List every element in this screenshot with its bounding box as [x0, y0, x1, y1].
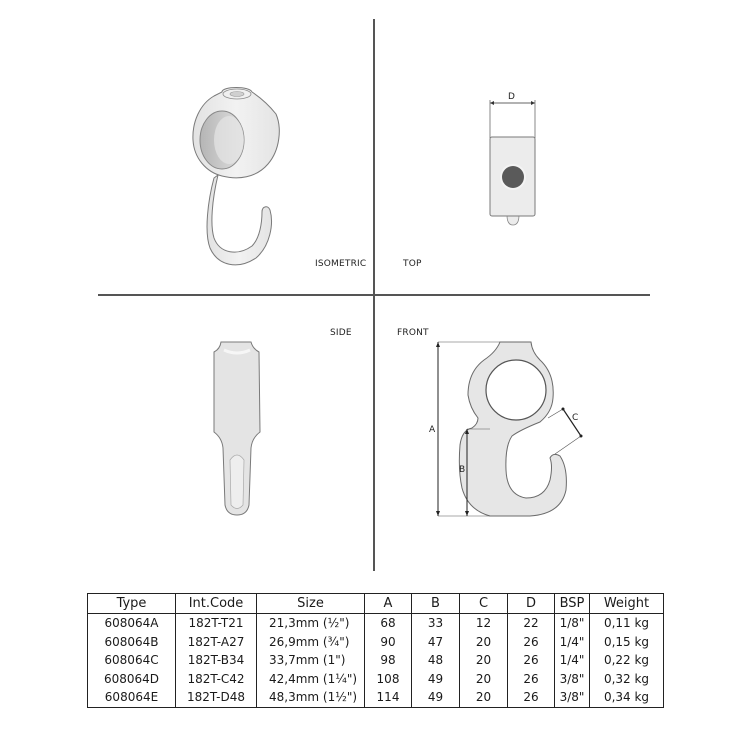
cell-type: 608064E [88, 688, 176, 707]
cell-b: 47 [412, 633, 460, 652]
header-type: Type [88, 594, 176, 614]
table-row [88, 651, 664, 670]
table-row [88, 670, 664, 689]
dimension-a-label: A [429, 425, 436, 435]
cell-type: 608064A [88, 614, 176, 633]
cell-d: 26 [508, 633, 555, 652]
cell-bsp: 1/4" [555, 651, 590, 670]
header-a: A [365, 594, 412, 614]
cell-b: 49 [412, 670, 460, 689]
cell-a: 68 [365, 614, 412, 633]
cell-a: 114 [365, 688, 412, 707]
cell-bsp: 3/8" [555, 688, 590, 707]
cell-int-code: 182T-B34 [176, 651, 257, 670]
cell-int-code: 182T-A27 [176, 633, 257, 652]
cell-c: 20 [460, 633, 508, 652]
cell-int-code: 182T-D48 [176, 688, 257, 707]
side-view-label: SIDE [330, 328, 352, 338]
cell-b: 48 [412, 651, 460, 670]
cell-weight: 0,32 kg [590, 670, 664, 689]
top-view-label: TOP [403, 259, 422, 269]
cell-d: 26 [508, 688, 555, 707]
cell-bsp: 3/8" [555, 670, 590, 689]
specification-table [87, 593, 664, 708]
header-weight: Weight [590, 594, 664, 614]
cell-a: 108 [365, 670, 412, 689]
table-row [88, 688, 664, 707]
cell-bsp: 1/4" [555, 633, 590, 652]
cell-size: 26,9mm (¾") [257, 633, 365, 652]
top-view-drawing [490, 100, 535, 225]
header-c: C [460, 594, 508, 614]
table-row [88, 614, 664, 633]
front-view-label: FRONT [397, 328, 429, 338]
header-d: D [508, 594, 555, 614]
cell-size: 33,7mm (1") [257, 651, 365, 670]
cell-d: 22 [508, 614, 555, 633]
table-row [88, 633, 664, 652]
header-bsp: BSP [555, 594, 590, 614]
cell-a: 98 [365, 651, 412, 670]
header-b: B [412, 594, 460, 614]
table-header-row [88, 594, 664, 614]
cell-int-code: 182T-C42 [176, 670, 257, 689]
dimension-c-label: C [572, 413, 579, 423]
cell-c: 20 [460, 651, 508, 670]
cell-d: 26 [508, 651, 555, 670]
cell-c: 12 [460, 614, 508, 633]
dimension-b-label: B [459, 465, 466, 475]
cell-bsp: 1/8" [555, 614, 590, 633]
header-int-code: Int.Code [176, 594, 257, 614]
cell-type: 608064D [88, 670, 176, 689]
front-view-drawing [436, 342, 583, 516]
cell-weight: 0,34 kg [590, 688, 664, 707]
cell-int-code: 182T-T21 [176, 614, 257, 633]
isometric-view-label: ISOMETRIC [315, 259, 367, 269]
cell-d: 26 [508, 670, 555, 689]
cell-type: 608064C [88, 651, 176, 670]
cell-b: 49 [412, 688, 460, 707]
cell-weight: 0,11 kg [590, 614, 664, 633]
side-view-drawing [214, 342, 260, 515]
header-size: Size [257, 594, 365, 614]
cell-size: 48,3mm (1½") [257, 688, 365, 707]
dimension-d-label: D [508, 92, 516, 102]
cell-size: 21,3mm (½") [257, 614, 365, 633]
cell-type: 608064B [88, 633, 176, 652]
cell-size: 42,4mm (1¼") [257, 670, 365, 689]
cell-weight: 0,15 kg [590, 633, 664, 652]
cell-weight: 0,22 kg [590, 651, 664, 670]
cell-b: 33 [412, 614, 460, 633]
cell-c: 20 [460, 670, 508, 689]
cell-a: 90 [365, 633, 412, 652]
cell-c: 20 [460, 688, 508, 707]
